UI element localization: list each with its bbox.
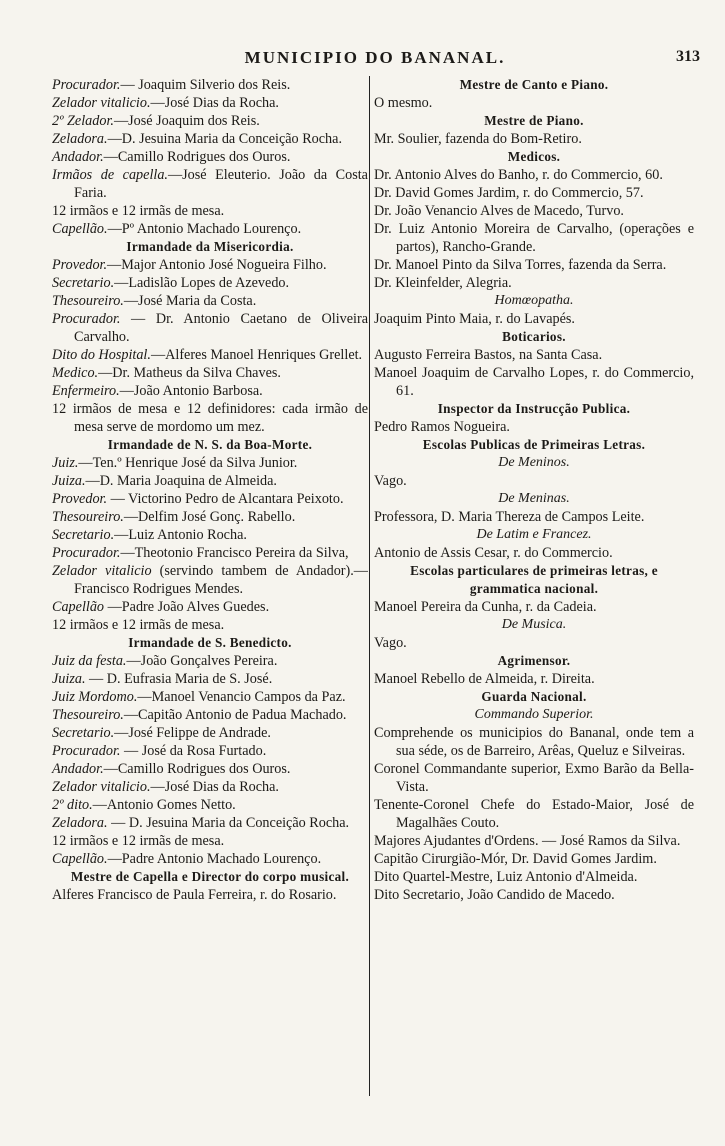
entry-role: Procurador.: [52, 311, 121, 327]
entry-text: —Pº Antonio Machado Lourenço.: [107, 221, 302, 237]
section-heading: [52, 634, 368, 652]
entry-text: Dr. João Venancio Alves de Macedo, Turvo.: [374, 203, 624, 219]
directory-entry: [52, 364, 368, 382]
section-heading: [374, 112, 694, 130]
directory-entry: [374, 544, 694, 562]
entry-text: Mestre de Piano.: [484, 113, 584, 128]
entry-text: —Padre Antonio Machado Lourenço.: [107, 851, 322, 867]
directory-entry: [374, 220, 694, 256]
entry-text: Dr. Antonio Alves do Banho, r. do Commercio, 60.: [374, 167, 663, 183]
entry-role: Andador.: [52, 761, 104, 777]
directory-entry: [52, 112, 368, 130]
left-column: [52, 76, 368, 904]
entry-text: —José Felippe de Andrade.: [114, 725, 271, 741]
entry-role: Capellão.: [52, 221, 108, 237]
directory-entry: [52, 886, 368, 904]
directory-entry: [52, 652, 368, 670]
entry-text: — Joaquim Silverio dos Reis.: [120, 77, 291, 93]
directory-entry: [52, 202, 368, 220]
directory-entry: [52, 850, 368, 868]
entry-text: — Victorino Pedro de Alcantara Peixoto.: [107, 491, 344, 507]
entry-text: — D. Eufrasia Maria de S. José.: [85, 671, 273, 687]
entry-text: —Ten.º Henrique José da Silva Junior.: [78, 455, 298, 471]
entry-text: Homœopatha.: [494, 293, 574, 308]
entry-role: Irmãos de capella.: [52, 167, 168, 183]
directory-entry: [374, 310, 694, 328]
entry-text: —Capitão Antonio de Padua Machado.: [123, 707, 347, 723]
entry-role: Thesoureiro.: [52, 707, 124, 723]
section-heading: [374, 562, 694, 598]
entry-role: 2º Zelador.: [52, 113, 114, 129]
section-heading: [52, 436, 368, 454]
entry-text: Dr. Kleinfelder, Alegria.: [374, 275, 512, 291]
entry-text: Guarda Nacional.: [481, 689, 587, 704]
entry-role: Provedor.: [52, 257, 108, 273]
entry-role: Juiz Mordomo.: [52, 689, 138, 705]
directory-entry: [52, 616, 368, 634]
directory-entry: [52, 292, 368, 310]
directory-entry: [52, 454, 368, 472]
directory-entry: [374, 508, 694, 526]
directory-entry: [374, 130, 694, 148]
directory-entry: [52, 400, 368, 436]
entry-text: 12 irmãos de mesa e 12 definidores: cada irmão de mesa serve de mordomo um mez.: [52, 401, 368, 435]
entry-text: —Dr. Matheus da Silva Chaves.: [98, 365, 281, 381]
entry-text: Dito Quartel-Mestre, Luiz Antonio d'Almeida.: [374, 869, 638, 885]
section-subheading: [374, 454, 694, 472]
entry-role: Thesoureiro.: [52, 509, 124, 525]
entry-text: 12 irmãos e 12 irmãs de mesa.: [52, 833, 225, 849]
directory-entry: [52, 598, 368, 616]
entry-role: Medico.: [52, 365, 99, 381]
entry-text: — D. Jesuina Maria da Conceição Rocha.: [107, 815, 350, 831]
directory-entry: [52, 778, 368, 796]
section-heading: [52, 868, 368, 886]
directory-entry: [374, 256, 694, 274]
entry-text: Dr. Luiz Antonio Moreira de Carvalho, (operações e partos), Rancho-Grande.: [374, 221, 694, 255]
section-subheading: [374, 526, 694, 544]
directory-entry: [52, 346, 368, 364]
entry-text: De Latim e Francez.: [476, 527, 592, 542]
entry-text: Commando Superior.: [474, 707, 594, 722]
entry-text: Alferes Francisco de Paula Ferreira, r. do Rosario.: [52, 887, 337, 903]
entry-role: Secretario.: [52, 725, 115, 741]
entry-text: Manoel Joaquim de Carvalho Lopes, r. do Commercio, 61.: [374, 365, 694, 399]
entry-text: —Manoel Venancio Campos da Paz.: [137, 689, 346, 705]
entry-text: —Major Antonio José Nogueira Filho.: [107, 257, 327, 273]
entry-text: —D. Maria Joaquina de Almeida.: [85, 473, 277, 489]
entry-text: (servindo tambem de Andador).—Francisco Rodrigues Mendes.: [74, 563, 368, 597]
directory-entry: [374, 94, 694, 112]
entry-text: Irmandade de S. Benedicto.: [128, 635, 292, 650]
page-header: [50, 48, 700, 72]
directory-entry: [374, 850, 694, 868]
entry-text: Coronel Commandante superior, Exmo Barão da Bella-Vista.: [374, 761, 694, 795]
directory-entry: [374, 796, 694, 832]
directory-entry: [52, 814, 368, 832]
directory-entry: [52, 508, 368, 526]
entry-role: Procurador.: [52, 545, 121, 561]
entry-role: Capellão.: [52, 851, 108, 867]
directory-entry: [374, 418, 694, 436]
directory-entry: [374, 274, 694, 292]
section-subheading: [374, 706, 694, 724]
section-heading: [52, 238, 368, 256]
directory-entry: [52, 832, 368, 850]
entry-text: —Antonio Gomes Netto.: [92, 797, 236, 813]
entry-role: Thesoureiro.: [52, 293, 124, 309]
entry-role: 2º dito.: [52, 797, 93, 813]
directory-entry: [374, 346, 694, 364]
directory-entry: [52, 760, 368, 778]
entry-text: Dito Secretario, João Candido de Macedo.: [374, 887, 615, 903]
entry-role: Andador.: [52, 149, 104, 165]
entry-text: —José Dias da Rocha.: [150, 779, 279, 795]
entry-text: —José Maria da Costa.: [123, 293, 257, 309]
entry-text: —Luiz Antonio Rocha.: [114, 527, 247, 543]
entry-text: — José da Rosa Furtado.: [120, 743, 267, 759]
directory-entry: [52, 742, 368, 760]
entry-role: Secretario.: [52, 527, 115, 543]
entry-text: Tenente-Coronel Chefe do Estado-Maior, José de Magalhães Couto.: [374, 797, 694, 831]
entry-text: Majores Ajudantes d'Ordens. — José Ramos da Silva.: [374, 833, 681, 849]
entry-role: Zeladora.: [52, 815, 108, 831]
section-heading: [374, 76, 694, 94]
entry-text: Augusto Ferreira Bastos, na Santa Casa.: [374, 347, 603, 363]
directory-entry: [52, 706, 368, 724]
entry-text: —Camillo Rodrigues dos Ouros.: [103, 761, 291, 777]
directory-entry: [52, 796, 368, 814]
entry-text: Capitão Cirurgião-Mór, Dr. David Gomes Jardim.: [374, 851, 657, 867]
entry-text: Joaquim Pinto Maia, r. do Lavapés.: [374, 311, 575, 327]
entry-role: Procurador.: [52, 743, 121, 759]
directory-entry: [374, 202, 694, 220]
directory-entry: [52, 724, 368, 742]
entry-text: Vago.: [374, 473, 407, 489]
directory-entry: [52, 688, 368, 706]
entry-text: De Meninas.: [498, 491, 570, 506]
entry-text: De Meninos.: [498, 455, 570, 470]
directory-entry: [52, 256, 368, 274]
entry-text: 12 irmãos e 12 irmãs de mesa.: [52, 203, 225, 219]
directory-entry: [374, 760, 694, 796]
section-heading: [374, 652, 694, 670]
entry-role: Juiz.: [52, 455, 79, 471]
entry-text: Mr. Soulier, fazenda do Bom-Retiro.: [374, 131, 582, 147]
entry-text: —José Joaquim dos Reis.: [113, 113, 260, 129]
directory-entry: [52, 94, 368, 112]
entry-text: Dr. Manoel Pinto da Silva Torres, fazenda da Serra.: [374, 257, 667, 273]
entry-text: —João Gonçalves Pereira.: [126, 653, 278, 669]
running-title: MUNICIPIO DO BANANAL.: [244, 48, 506, 67]
directory-entry: [52, 526, 368, 544]
entry-role: Juiz da festa.: [52, 653, 127, 669]
entry-text: Irmandade da Misericordia.: [126, 239, 294, 254]
directory-entry: [52, 544, 368, 562]
entry-text: 12 irmãos e 12 irmãs de mesa.: [52, 617, 225, 633]
entry-text: Antonio de Assis Cesar, r. do Commercio.: [374, 545, 613, 561]
entry-text: —D. Jesuina Maria da Conceição Rocha.: [107, 131, 342, 147]
entry-role: Juiza.: [52, 671, 86, 687]
entry-text: —Theotonio Francisco Pereira da Silva,: [120, 545, 349, 561]
directory-entry: [374, 832, 694, 850]
entry-role: Juiza.: [52, 473, 86, 489]
entry-text: Manoel Pereira da Cunha, r. da Cadeia.: [374, 599, 597, 615]
directory-entry: [52, 148, 368, 166]
entry-role: Provedor.: [52, 491, 108, 507]
entry-text: —Camillo Rodrigues dos Ouros.: [103, 149, 291, 165]
entry-text: Medicos.: [507, 149, 561, 164]
right-column: [374, 76, 694, 904]
directory-entry: [374, 364, 694, 400]
directory-entry: [52, 130, 368, 148]
directory-entry: [374, 184, 694, 202]
section-subheading: [374, 616, 694, 634]
directory-entry: [52, 670, 368, 688]
section-heading: [374, 148, 694, 166]
entry-text: —Alferes Manoel Henriques Grellet.: [150, 347, 363, 363]
directory-entry: [374, 598, 694, 616]
section-heading: [374, 436, 694, 454]
page-number: 313: [676, 48, 700, 65]
entry-text: —Delfim José Gonç. Rabello.: [123, 509, 296, 525]
entry-text: Vago.: [374, 635, 407, 651]
entry-text: —José Dias da Rocha.: [150, 95, 279, 111]
directory-entry: [52, 220, 368, 238]
section-subheading: [374, 292, 694, 310]
directory-entry: [374, 634, 694, 652]
section-heading: [374, 400, 694, 418]
entry-role: Capellão: [52, 599, 105, 615]
entry-role: Procurador.: [52, 77, 121, 93]
entry-text: O mesmo.: [374, 95, 433, 111]
entry-text: Mestre de Capella e Director do corpo musical.: [70, 869, 350, 884]
directory-entry: [52, 382, 368, 400]
entry-text: Agrimensor.: [497, 653, 571, 668]
entry-text: —José Eleuterio. João da Costa Faria.: [74, 167, 368, 201]
entry-text: —Padre João Alves Guedes.: [104, 599, 270, 615]
column-divider: [369, 76, 370, 1096]
directory-entry: [374, 166, 694, 184]
entry-text: —Ladislão Lopes de Azevedo.: [114, 275, 290, 291]
directory-entry: [52, 562, 368, 598]
entry-text: Irmandade de N. S. da Boa-Morte.: [107, 437, 313, 452]
entry-text: Pedro Ramos Nogueira.: [374, 419, 510, 435]
entry-role: Dito do Hospital.: [52, 347, 151, 363]
entry-role: Secretario.: [52, 275, 115, 291]
entry-role: Zelador vitalicio.: [52, 95, 151, 111]
directory-entry: [52, 490, 368, 508]
entry-role: Zelador vitalicio: [52, 563, 152, 579]
entry-text: Escolas particulares de primeiras letras, e grammatica nacional.: [410, 563, 658, 596]
entry-text: Mestre de Canto e Piano.: [459, 77, 609, 92]
entry-text: De Musica.: [501, 617, 567, 632]
directory-entry: [52, 472, 368, 490]
directory-entry: [374, 472, 694, 490]
directory-entry: [374, 724, 694, 760]
entry-text: Inspector da Instrucção Publica.: [437, 401, 631, 416]
directory-entry: [374, 670, 694, 688]
entry-text: Dr. David Gomes Jardim, r. do Commercio, 57.: [374, 185, 644, 201]
entry-role: Enfermeiro.: [52, 383, 120, 399]
entry-role: Zeladora.: [52, 131, 108, 147]
directory-entry: [52, 76, 368, 94]
entry-text: — Dr. Antonio Caetano de Oliveira Carvalho.: [74, 311, 368, 345]
entry-text: Comprehende os municipios do Bananal, onde tem a sua séde, os de Barreiro, Arêas, Queluz e Silveiras.: [374, 725, 694, 759]
directory-entry: [52, 310, 368, 346]
directory-entry: [52, 274, 368, 292]
directory-entry: [374, 868, 694, 886]
section-subheading: [374, 490, 694, 508]
directory-entry: [374, 886, 694, 904]
entry-role: Zelador vitalicio.: [52, 779, 151, 795]
directory-entry: [52, 166, 368, 202]
entry-text: —João Antonio Barbosa.: [119, 383, 263, 399]
section-heading: [374, 328, 694, 346]
entry-text: Manoel Rebello de Almeida, r. Direita.: [374, 671, 595, 687]
entry-text: Escolas Publicas de Primeiras Letras.: [422, 437, 646, 452]
entry-text: Professora, D. Maria Thereza de Campos Leite.: [374, 509, 645, 525]
section-heading: [374, 688, 694, 706]
entry-text: Boticarios.: [502, 329, 566, 344]
